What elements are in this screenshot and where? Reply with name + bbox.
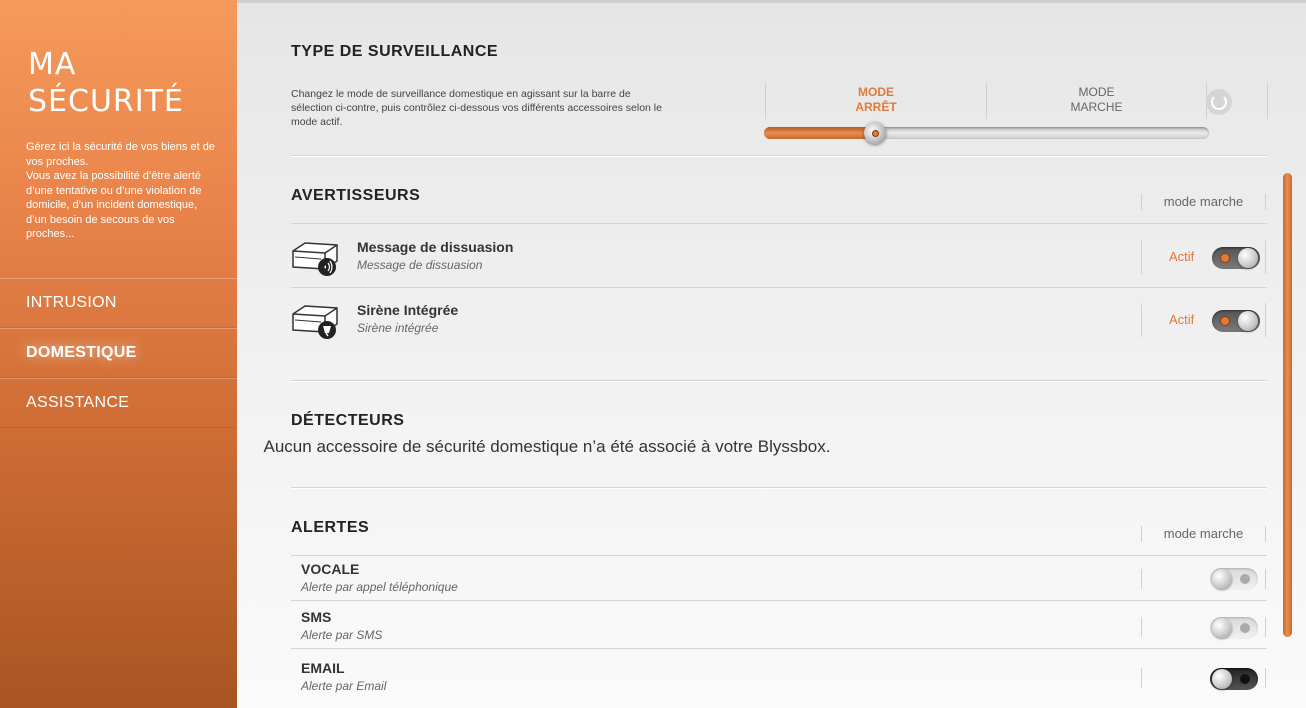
toggle-indicator [1220, 253, 1230, 263]
speaker-box-icon [291, 239, 341, 277]
toggle-indicator [1240, 574, 1250, 584]
empty-message: Aucun accessoire de sécurité domestique n’a été associé à votre Blyssbox. [263, 437, 831, 456]
divider [291, 223, 1267, 224]
toggle-indicator [1240, 674, 1250, 684]
toggle-switch[interactable] [1212, 310, 1260, 332]
scrollbar[interactable] [1283, 173, 1292, 637]
list-item [291, 288, 1267, 350]
mode-marche-line2: MARCHE [1070, 100, 1123, 114]
toggle-knob [1212, 618, 1232, 638]
toggle-knob [1212, 569, 1232, 589]
divider [1141, 240, 1142, 274]
avertisseurs-heading: AVERTISSEURS [291, 187, 421, 204]
sidebar-item-label: DOMESTIQUE [26, 344, 137, 361]
divider [1265, 569, 1266, 589]
mode-marche-button[interactable] [986, 83, 1207, 119]
divider [1265, 617, 1266, 637]
toggle-indicator [1240, 623, 1250, 633]
mode-slider[interactable] [764, 127, 1209, 139]
title-line-1: MA [28, 47, 77, 82]
item-title: Sirène Intégrée [357, 302, 459, 318]
item-title: Message de dissuasion [357, 239, 514, 255]
divider [291, 156, 1267, 157]
main-content [237, 0, 1306, 708]
item-subtitle: Alerte par appel téléphonique [301, 580, 458, 594]
status-label: Actif [1169, 312, 1195, 327]
toggle-knob [1212, 669, 1232, 689]
page-title [28, 46, 184, 120]
sidebar-nav [0, 278, 237, 428]
list-item [291, 556, 1267, 603]
alertes-heading: ALERTES [291, 519, 370, 536]
divider [291, 648, 1267, 649]
item-subtitle: Message de dissuasion [357, 258, 483, 272]
sidebar-item-label: ASSISTANCE [26, 394, 130, 411]
divider [1265, 240, 1266, 274]
sidebar-item-assistance[interactable] [0, 378, 237, 428]
column-label-mode-marche: mode marche [1141, 194, 1266, 210]
list-item [291, 604, 1267, 651]
divider [1141, 617, 1142, 637]
toggle-knob [1238, 248, 1258, 268]
slider-fill [764, 127, 875, 139]
sidebar-description: Gérez ici la sécurité de vos biens et de vos proches. Vous avez la possibilité d’être alerté d’une tentative ou d’une violation de domicile, d’un incident domestique, d’un besoin de secours de vos proches... [26, 141, 215, 240]
surveillance-intro: Changez le mode de surveillance domestique en agissant sur la barre de sélection ci-contre, puis contrôlez ci-dessous vos différents accessoires selon le mode actif. [291, 88, 662, 128]
divider [1141, 569, 1142, 589]
item-title: VOCALE [301, 561, 360, 577]
item-subtitle: Alerte par Email [301, 679, 387, 693]
toggle-knob [1238, 311, 1258, 331]
divider [1141, 668, 1142, 688]
siren-box-icon [291, 302, 341, 340]
mode-marche-line1: MODE [1078, 85, 1115, 99]
detecteurs-heading: DÉTECTEURS [291, 412, 405, 429]
list-item [291, 225, 1267, 287]
title-line-2: SÉCURITÉ [28, 84, 184, 119]
item-title: SMS [301, 609, 332, 625]
column-label-mode-marche: mode marche [1141, 526, 1266, 542]
surveillance-heading: TYPE DE SURVEILLANCE [291, 43, 499, 60]
sidebar-item-intrusion[interactable] [0, 278, 237, 328]
toggle-switch[interactable] [1210, 668, 1258, 690]
toggle-switch[interactable] [1210, 568, 1258, 590]
list-item [291, 655, 1267, 705]
toggle-indicator [1220, 316, 1230, 326]
item-title: EMAIL [301, 660, 345, 676]
toggle-switch[interactable] [1210, 617, 1258, 639]
mode-arret-button[interactable] [765, 83, 986, 119]
divider [1267, 83, 1268, 119]
sidebar [0, 0, 237, 708]
divider [1265, 668, 1266, 688]
divider [291, 600, 1267, 601]
mode-arret-line1: MODE [858, 85, 894, 99]
power-icon[interactable] [1206, 89, 1232, 115]
sidebar-item-domestique[interactable] [0, 328, 237, 378]
divider [1141, 303, 1142, 337]
sidebar-item-label: INTRUSION [26, 294, 117, 311]
toggle-switch[interactable] [1212, 247, 1260, 269]
divider [291, 488, 1267, 489]
divider [291, 381, 1267, 382]
status-label: Actif [1169, 249, 1195, 264]
mode-arret-line2: ARRÊT [855, 100, 897, 114]
divider [1265, 303, 1266, 337]
slider-handle[interactable] [864, 122, 886, 144]
item-subtitle: Alerte par SMS [301, 628, 383, 642]
item-subtitle: Sirène intégrée [357, 321, 439, 335]
